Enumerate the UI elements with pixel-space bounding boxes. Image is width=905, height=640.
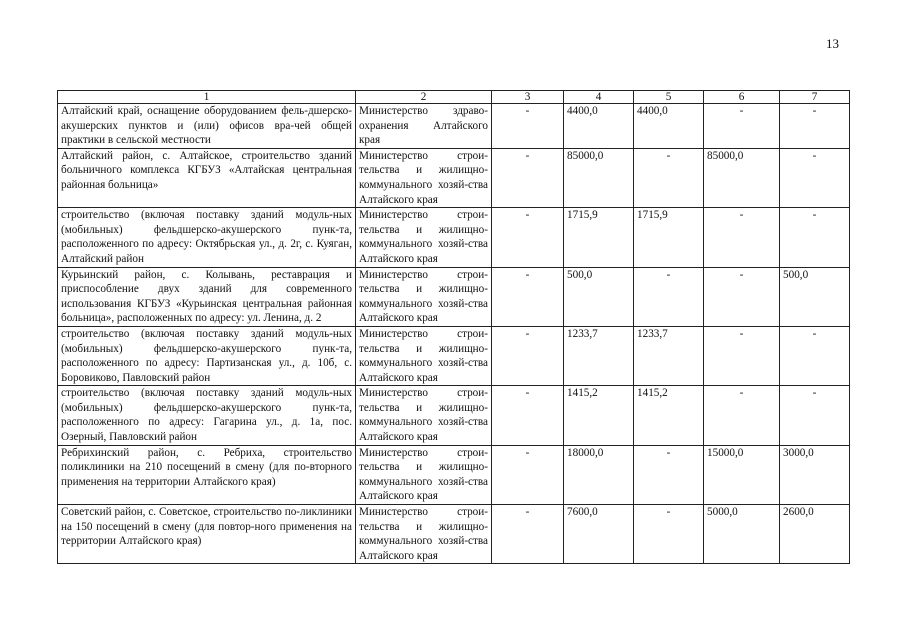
row-organization: Министерство строи-тельства и жилищно-коммунального хозяй-ства Алтайского края: [356, 148, 492, 207]
row-value-col3: -: [492, 326, 564, 385]
table-row: [58, 148, 850, 207]
row-value-col3: -: [492, 148, 564, 207]
table-row: [58, 104, 850, 149]
row-value-col7: -: [780, 326, 850, 385]
row-description: Алтайский край, оснащение оборудованием фель-дшерско-акушерских пунктов и (или) офисов вра-чей общей практики в сельской местности: [58, 104, 356, 149]
row-organization: Министерство строи-тельства и жилищно-коммунального хозяй-ства Алтайского края: [356, 386, 492, 445]
row-value-col4: 1415,2: [564, 386, 634, 445]
row-value-col6: -: [704, 267, 780, 326]
row-value-col5: 1415,2: [634, 386, 704, 445]
funding-table: [57, 90, 850, 564]
row-value-col5: 1233,7: [634, 326, 704, 385]
column-header-1: 1: [58, 91, 356, 104]
row-description: Алтайский район, с. Алтайское, строительство зданий больничного комплекса КГБУЗ «Алтайская центральная районная больница»: [58, 148, 356, 207]
row-value-col3: -: [492, 445, 564, 504]
row-value-col3: -: [492, 386, 564, 445]
row-value-col7: 2600,0: [780, 505, 850, 564]
table-row: [58, 505, 850, 564]
column-header-5: 5: [634, 91, 704, 104]
row-value-col4: 4400,0: [564, 104, 634, 149]
page-number: 13: [826, 36, 839, 51]
row-value-col5: -: [634, 148, 704, 207]
row-value-col6: -: [704, 386, 780, 445]
row-description: строительство (включая поставку зданий модуль-ных (мобильных) фельдшерско-акушерского пунк-та, расположенного по адресу: Октябрьская ул., д. 2г, с. Куяган, Алтайский район: [58, 208, 356, 267]
row-value-col7: -: [780, 208, 850, 267]
row-value-col5: -: [634, 445, 704, 504]
row-value-col3: -: [492, 267, 564, 326]
row-value-col6: 5000,0: [704, 505, 780, 564]
row-value-col7: -: [780, 386, 850, 445]
row-value-col4: 85000,0: [564, 148, 634, 207]
row-value-col6: -: [704, 208, 780, 267]
row-value-col4: 18000,0: [564, 445, 634, 504]
row-organization: Министерство строи-тельства и жилищно-коммунального хозяй-ства Алтайского края: [356, 505, 492, 564]
row-value-col3: -: [492, 104, 564, 149]
row-value-col7: -: [780, 148, 850, 207]
row-value-col4: 1715,9: [564, 208, 634, 267]
row-description: Советский район, с. Советское, строительство по-ликлиники на 150 посещений в смену (для повтор-ного применения на территории Алтайского края): [58, 505, 356, 564]
row-value-col5: -: [634, 267, 704, 326]
table-row: [58, 326, 850, 385]
row-organization: Министерство здраво-охранения Алтайского края: [356, 104, 492, 149]
row-value-col3: -: [492, 505, 564, 564]
column-header-4: 4: [564, 91, 634, 104]
header-row: [58, 91, 850, 104]
column-header-6: 6: [704, 91, 780, 104]
table-row: [58, 386, 850, 445]
row-value-col7: -: [780, 104, 850, 149]
table-row: [58, 267, 850, 326]
row-value-col6: 85000,0: [704, 148, 780, 207]
row-value-col5: 4400,0: [634, 104, 704, 149]
row-value-col3: -: [492, 208, 564, 267]
column-header-2: 2: [356, 91, 492, 104]
row-value-col4: 1233,7: [564, 326, 634, 385]
row-description: строительство (включая поставку зданий модуль-ных (мобильных) фельдшерско-акушерского пунк-та, расположенного по адресу: Партизанская ул., д. 10б, с. Боровиково, Павловский район: [58, 326, 356, 385]
row-description: Ребрихинский район, с. Ребриха, строительство поликлиники на 210 посещений в смену (для по-вторного применения на территории Алтайского края): [58, 445, 356, 504]
row-organization: Министерство строи-тельства и жилищно-коммунального хозяй-ства Алтайского края: [356, 326, 492, 385]
row-organization: Министерство строи-тельства и жилищно-коммунального хозяй-ства Алтайского края: [356, 208, 492, 267]
row-value-col7: 500,0: [780, 267, 850, 326]
row-value-col6: -: [704, 326, 780, 385]
row-description: строительство (включая поставку зданий модуль-ных (мобильных) фельдшерско-акушерского пунк-та, расположенного по адресу: Гагарина ул., д. 1а, пос. Озерный, Павловский район: [58, 386, 356, 445]
row-value-col4: 7600,0: [564, 505, 634, 564]
row-value-col6: 15000,0: [704, 445, 780, 504]
row-organization: Министерство строи-тельства и жилищно-коммунального хозяй-ства Алтайского края: [356, 445, 492, 504]
column-header-3: 3: [492, 91, 564, 104]
row-description: Курьинский район, с. Колывань, реставрация и приспособление двух зданий для современного использования КГБУЗ «Курьинская центральная районная больница», расположенных по адресу: ул. Ленина, д. 2: [58, 267, 356, 326]
table-row: [58, 445, 850, 504]
row-value-col7: 3000,0: [780, 445, 850, 504]
row-value-col6: -: [704, 104, 780, 149]
row-value-col5: 1715,9: [634, 208, 704, 267]
table-body: [58, 91, 850, 564]
row-value-col4: 500,0: [564, 267, 634, 326]
column-header-7: 7: [780, 91, 850, 104]
row-value-col5: -: [634, 505, 704, 564]
row-organization: Министерство строи-тельства и жилищно-коммунального хозяй-ства Алтайского края: [356, 267, 492, 326]
table-row: [58, 208, 850, 267]
